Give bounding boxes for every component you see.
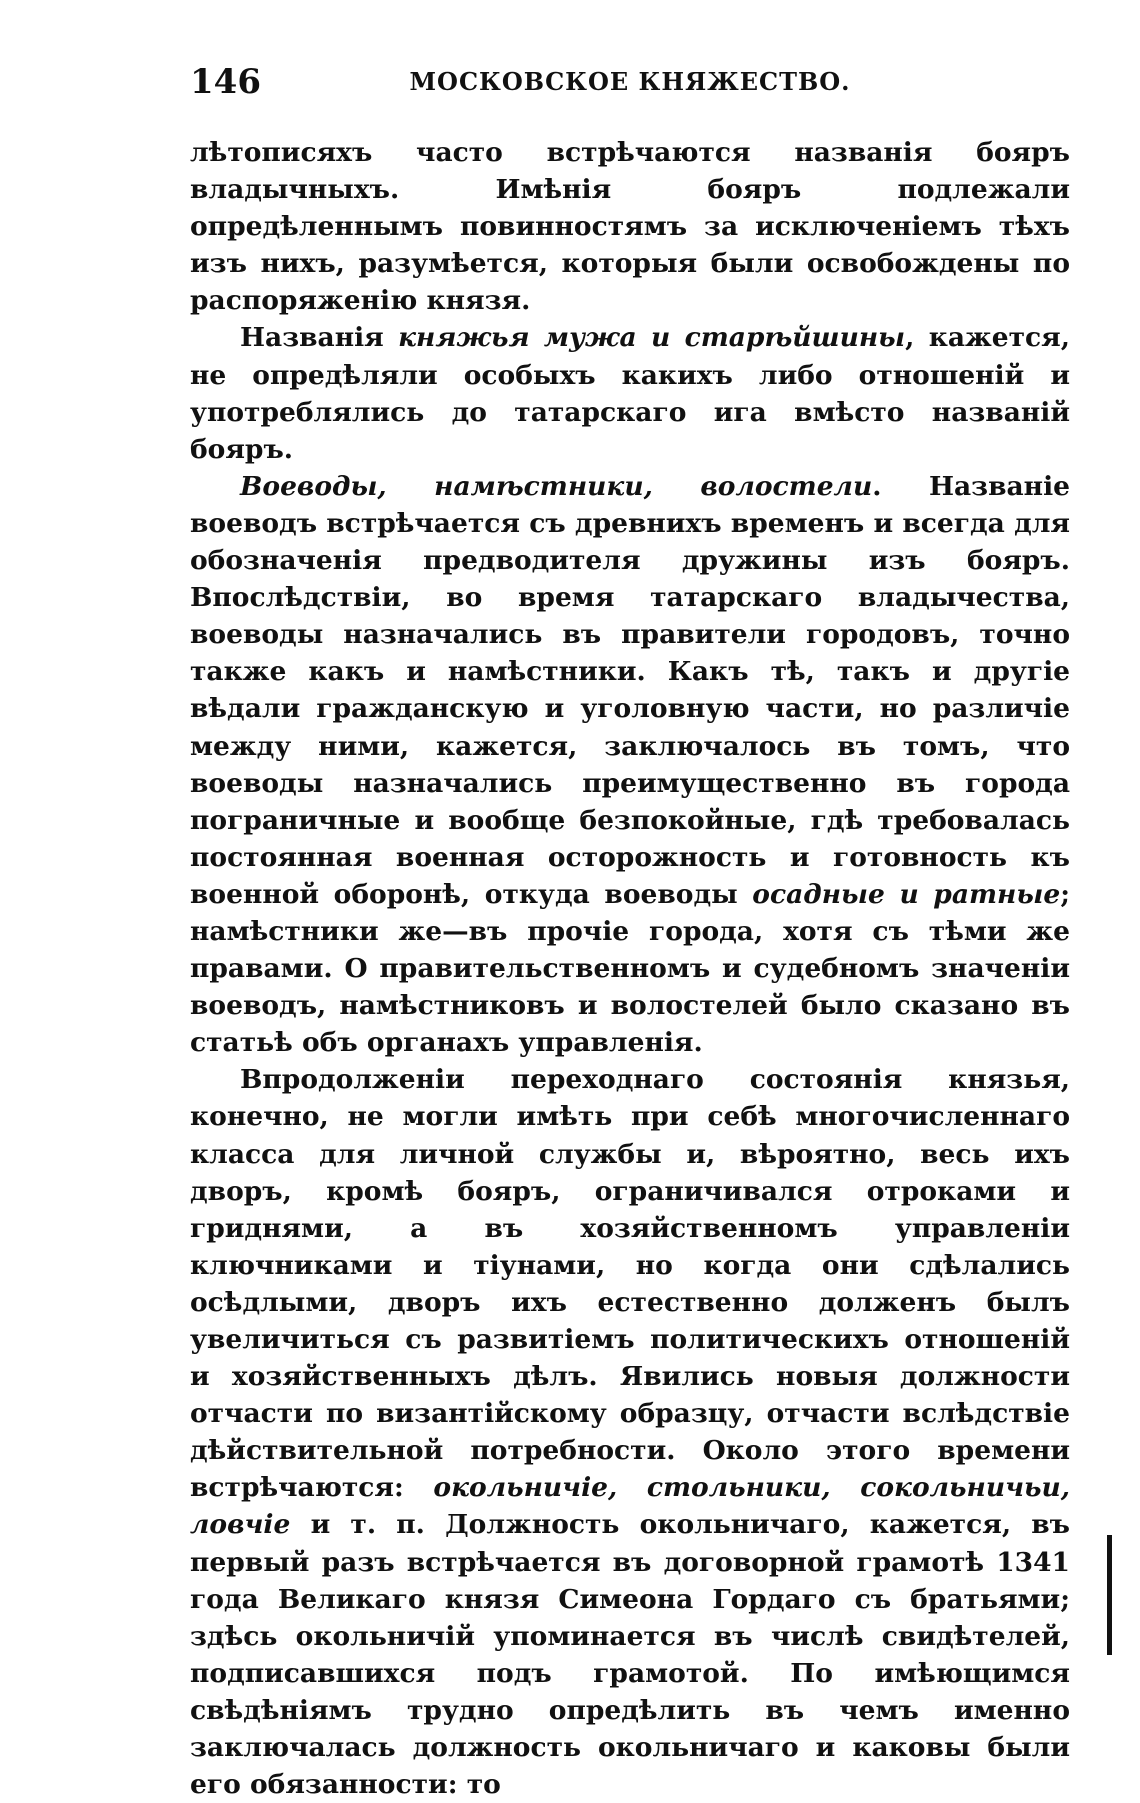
paragraph-1-text: лѣтописяхъ часто встрѣчаются названія бояръ владычныхъ. Имѣнія бояръ подлежали опредѣленнымъ повинностямъ за исключеніемъ тѣхъ изъ нихъ, разумѣется, которыя были освобождены по распоряженію князя. <box>190 137 1070 317</box>
paragraph-3-italic-a: Воеводы, намѣстники, волостели <box>240 470 873 502</box>
running-title: МОСКОВСКОЕ КНЯЖЕСТВО. <box>409 67 851 96</box>
paragraph-2-text-b: , кажется, не опредѣляли особыхъ какихъ либо отношеній и употреблялись до татарскаго ига вмѣсто названій бояръ. <box>190 322 1070 465</box>
paragraph-3-text-a: . Названіе воеводъ встрѣчается съ древнихъ временъ и всегда для обозначенія предводителя дружины изъ бояръ. Впослѣдствіи, во время татарскаго владычества, воеводы назначались въ правители городовъ, точно также какъ и намѣстники. Какъ тѣ, такъ и другіе вѣдали гражданскую и уголовную части, но различіе между ними, кажется, заключалось въ томъ, что воеводы назначались преимущественно въ города пограничные и вообще безпокойные, гдѣ требовалась постоянная военная осторожность и готовность къ военной оборонѣ, откуда воеводы <box>190 470 1070 910</box>
paragraph-4-italic: окольничіе, стольники, сокольничьи, ловчіе <box>190 1472 1071 1541</box>
paragraph-3 <box>190 468 1070 1062</box>
paragraph-2-italic: княжья мужа и старѣйшины <box>398 322 906 354</box>
paragraph-2 <box>190 319 1070 467</box>
paragraph-4-text-a: Впродолженіи переходнаго состоянія князья, конечно, не могли имѣть при себѣ многочисленнаго класса для личной службы и, вѣроятно, весь ихъ дворъ, кромѣ бояръ, ограничивался отроками и гриднями, а въ хозяйственномъ управленіи ключниками и тіунами, но когда они сдѣлались осѣдлыми, дворъ ихъ естественно долженъ былъ увеличиться съ развитіемъ политическихъ отношеній и хозяйственныхъ дѣлъ. Явились новыя должности отчасти по византійскому образцу, отчасти вслѣдствіе дѣйствительной потребности. Около этого времени встрѣчаются: <box>190 1064 1070 1504</box>
paragraph-3-italic-b: осадные и ратные <box>752 878 1061 910</box>
paragraph-4-text-b: и т. п. Должность окольничаго, кажется, въ первый разъ встрѣчается въ договорной грамотѣ 1341 года Великаго князя Симеона Гордаго съ братьями; здѣсь окольничій упоминается въ числѣ свидѣтелей, подписавшихся подъ грамотой. По имѣющимся свѣдѣніямъ трудно опредѣлить въ чемъ именно заключалась должность окольничаго и каковы были его обязанности: то <box>190 1509 1070 1801</box>
body-text <box>190 134 1070 1803</box>
paragraph-3-text-b: ; намѣстники же—въ прочіе города, хотя съ тѣми же правами. О правительственномъ и судебномъ значеніи воеводъ, намѣстниковъ и волостелей было сказано въ статьѣ объ органахъ управленія. <box>190 878 1070 1059</box>
scan-edge-mark <box>1107 1535 1112 1655</box>
page-number: 146 <box>190 62 261 102</box>
paragraph-1 <box>190 134 1070 319</box>
page-header <box>190 60 1070 104</box>
paragraph-2-text-a: Названія <box>240 322 399 354</box>
paragraph-4 <box>190 1061 1070 1803</box>
